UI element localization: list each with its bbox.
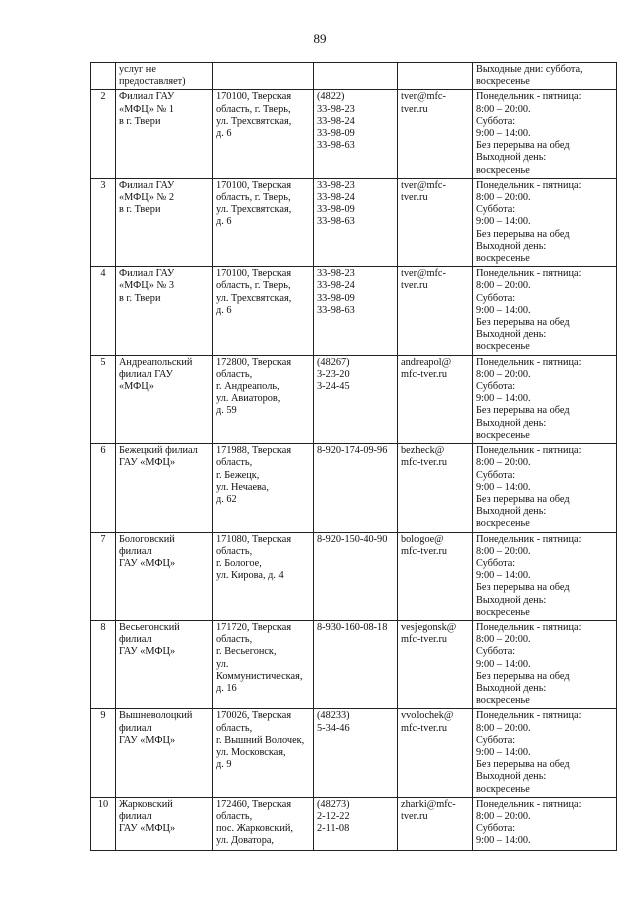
branch-name: Филиал ГАУ «МФЦ» № 1 в г. Твери [116,90,213,178]
branch-phone: 8-920-174-09-96 [314,444,398,532]
branch-address: 172460, Тверская область, пос. Жарковский, ул. Доватора, [213,797,314,850]
branch-email [398,63,473,90]
branch-name: Весьегонский филиал ГАУ «МФЦ» [116,620,213,708]
branch-phone: 8-920-150-40-90 [314,532,398,620]
branch-name: Жарковский филиал ГАУ «МФЦ» [116,797,213,850]
branch-name: Вышневолоцкий филиал ГАУ «МФЦ» [116,709,213,797]
branch-email: zharki@mfc- tver.ru [398,797,473,850]
branch-email: andreapol@ mfc-tver.ru [398,355,473,443]
branch-address: 171720, Тверская область, г. Весьегонск, ул. Коммунистическая, д. 16 [213,620,314,708]
branch-name: Филиал ГАУ «МФЦ» № 2 в г. Твери [116,178,213,266]
table-row [91,90,617,178]
branch-phone: (48233) 5-34-46 [314,709,398,797]
branch-address: 170100, Тверская область, г. Тверь, ул. Трехсвятская, д. 6 [213,90,314,178]
branch-name: Бологовский филиал ГАУ «МФЦ» [116,532,213,620]
branch-address: 171988, Тверская область, г. Бежецк, ул. Нечаева, д. 62 [213,444,314,532]
branch-hours: Понедельник - пятница: 8:00 – 20:00. Суббота: 9:00 – 14:00. [473,797,617,850]
branch-phone: 33-98-23 33-98-24 33-98-09 33-98-63 [314,178,398,266]
row-number: 8 [91,620,116,708]
table-row [91,178,617,266]
branch-name: Филиал ГАУ «МФЦ» № 3 в г. Твери [116,267,213,355]
table-row [91,267,617,355]
branch-email: vesjegonsk@ mfc-tver.ru [398,620,473,708]
table-row [91,532,617,620]
table-row [91,709,617,797]
branch-email: vvolochek@ mfc-tver.ru [398,709,473,797]
page-number: 89 [313,31,327,46]
row-number: 6 [91,444,116,532]
branch-address: 170026, Тверская область, г. Вышний Волочек, ул. Московская, д. 9 [213,709,314,797]
branch-name: Бежецкий филиал ГАУ «МФЦ» [116,444,213,532]
branch-address [213,63,314,90]
branch-hours: Понедельник - пятница: 8:00 – 20:00. Суббота: 9:00 – 14:00. Без перерыва на обед Выходной день: воскресенье [473,620,617,708]
branch-phone [314,63,398,90]
branch-phone: (4822) 33-98-23 33-98-24 33-98-09 33-98-63 [314,90,398,178]
branch-address: 171080, Тверская область, г. Бологое, ул. Кирова, д. 4 [213,532,314,620]
branch-hours: Понедельник - пятница: 8:00 – 20:00. Суббота: 9:00 – 14:00. Без перерыва на обед Выходной день: воскресенье [473,178,617,266]
branch-email: tver@mfc- tver.ru [398,90,473,178]
row-number: 5 [91,355,116,443]
branch-name: Андреапольский филиал ГАУ «МФЦ» [116,355,213,443]
branch-hours: Понедельник - пятница: 8:00 – 20:00. Суббота: 9:00 – 14:00. Без перерыва на обед Выходной день: воскресенье [473,444,617,532]
branch-email: tver@mfc- tver.ru [398,178,473,266]
branch-phone: (48267) 3-23-20 3-24-45 [314,355,398,443]
branch-email: bologoe@ mfc-tver.ru [398,532,473,620]
branch-hours: Понедельник - пятница: 8:00 – 20:00. Суббота: 9:00 – 14:00. Без перерыва на обед Выходной день: воскресенье [473,267,617,355]
mfc-branches-table [90,62,617,851]
row-number: 4 [91,267,116,355]
branch-hours: Понедельник - пятница: 8:00 – 20:00. Суббота: 9:00 – 14:00. Без перерыва на обед Выходной день: воскресенье [473,532,617,620]
table-row [91,620,617,708]
branch-phone: (48273) 2-12-22 2-11-08 [314,797,398,850]
row-number: 10 [91,797,116,850]
branch-hours: Понедельник - пятница: 8:00 – 20:00. Суббота: 9:00 – 14:00. Без перерыва на обед Выходной день: воскресенье [473,355,617,443]
branch-email: bezheck@ mfc-tver.ru [398,444,473,532]
row-number: 2 [91,90,116,178]
branch-email: tver@mfc- tver.ru [398,267,473,355]
table-row [91,63,617,90]
table-row [91,797,617,850]
row-number: 3 [91,178,116,266]
branch-address: 172800, Тверская область, г. Андреаполь, ул. Авиаторов, д. 59 [213,355,314,443]
branch-phone: 33-98-23 33-98-24 33-98-09 33-98-63 [314,267,398,355]
branch-address: 170100, Тверская область, г. Тверь, ул. Трехсвятская, д. 6 [213,178,314,266]
table-row [91,355,617,443]
row-number [91,63,116,90]
table-row [91,444,617,532]
branch-phone: 8-930-160-08-18 [314,620,398,708]
branch-name: услуг не предоставляет) [116,63,213,90]
branch-hours: Понедельник - пятница: 8:00 – 20:00. Суббота: 9:00 – 14:00. Без перерыва на обед Выходной день: воскресенье [473,709,617,797]
row-number: 9 [91,709,116,797]
branch-address: 170100, Тверская область, г. Тверь, ул. Трехсвятская, д. 6 [213,267,314,355]
row-number: 7 [91,532,116,620]
branch-hours: Выходные дни: суббота, воскресенье [473,63,617,90]
branch-hours: Понедельник - пятница: 8:00 – 20:00. Суббота: 9:00 – 14:00. Без перерыва на обед Выходной день: воскресенье [473,90,617,178]
